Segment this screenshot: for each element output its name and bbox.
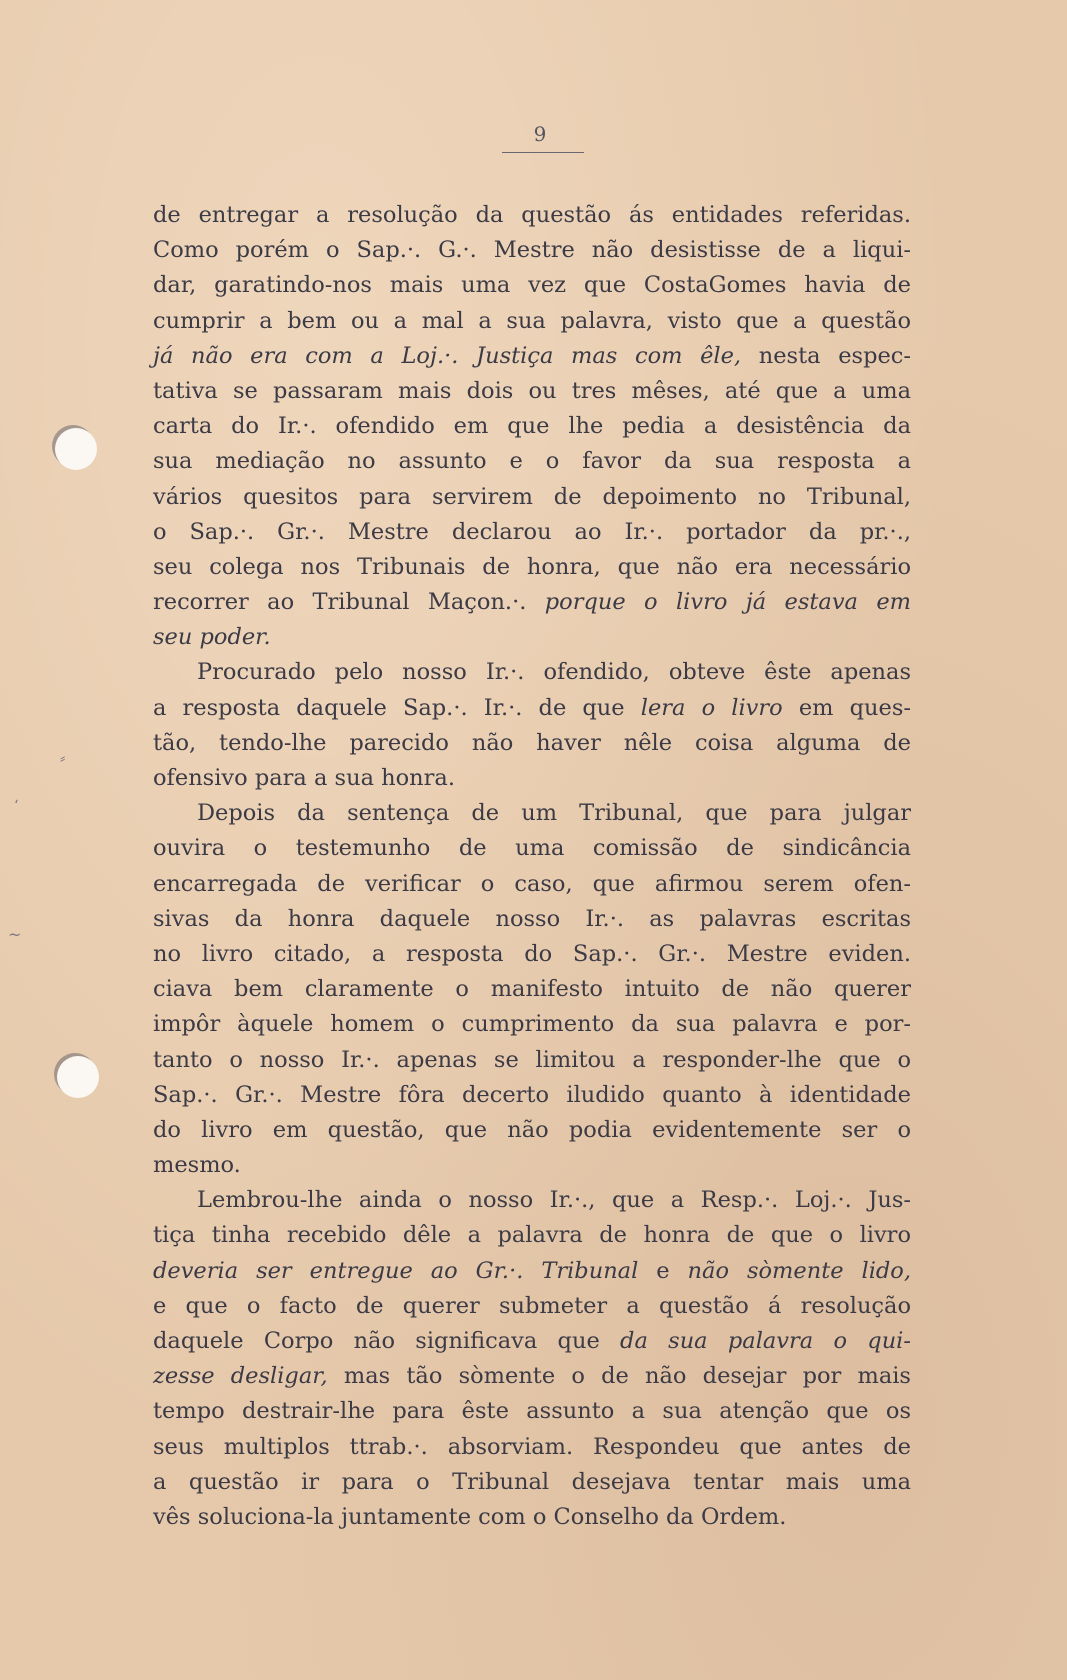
text-line (153, 1218, 911, 1253)
text-segment: Depois da sentença de um Tribunal, que para julgar (197, 800, 911, 827)
text-line (153, 480, 911, 515)
page-number: 9 (533, 122, 547, 146)
text-segment: Procurado pelo nosso Ir.·. ofendido, obteve êste apenas (197, 659, 911, 686)
text-segment: daquele Corpo não significava que (153, 1328, 621, 1354)
text-segment: nesta espec- (741, 342, 911, 369)
text-line (153, 1359, 911, 1394)
italic-text: não sòmente lido, (687, 1257, 912, 1284)
italic-text: já não era com a Loj.·. Justiça mas com êle, (153, 342, 742, 369)
text-segment: o Sap.·. Gr.·. Mestre declarou ao Ir.·. portador da pr.·., (153, 518, 911, 545)
text-line (153, 585, 911, 620)
text-segment: seu colega nos Tribunais de honra, que não era necessário (153, 553, 911, 580)
text-line (153, 1394, 911, 1429)
text-line (153, 198, 911, 233)
text-segment: tiça tinha recebido dêle a palavra de honra de que o livro (153, 1222, 911, 1249)
text-line (153, 550, 911, 585)
text-line (153, 937, 911, 972)
page-number-rule (502, 152, 584, 153)
text-segment: em ques- (782, 694, 911, 721)
text-segment: ouvira o testemunho de uma comissão de sindicância (153, 835, 911, 862)
text-segment: tempo destrair-lhe para êste assunto a sua atenção que os (153, 1398, 911, 1425)
text-line (153, 1324, 911, 1359)
text-line (153, 691, 911, 726)
text-segment: e (638, 1257, 688, 1284)
text-line (153, 444, 911, 479)
text-segment: a resposta daquele Sap.·. Ir.·. de que (153, 694, 641, 721)
text-line (153, 655, 911, 690)
text-segment: tanto o nosso Ir.·. apenas se limitou a responder-lhe que o (153, 1046, 911, 1073)
text-line (153, 1500, 911, 1535)
italic-text: deveria ser entregue ao Gr.·. Tribunal (153, 1257, 639, 1284)
text-segment: a questão ir para o Tribunal desejava tentar mais uma (153, 1468, 911, 1495)
text-segment: Como porém o Sap.·. G.·. Mestre não desistisse de a liqui- (153, 237, 911, 264)
text-line (153, 1078, 911, 1113)
text-line (153, 1430, 911, 1465)
text-segment: cumprir a bem ou a mal a sua palavra, visto que a questão (153, 307, 911, 334)
text-line (153, 409, 911, 444)
text-line (153, 1289, 911, 1324)
text-segment: mesmo. (153, 1152, 241, 1179)
text-line (153, 515, 911, 550)
text-line (153, 831, 911, 866)
text-segment: impôr àquele homem o cumprimento da sua palavra e por- (153, 1011, 911, 1038)
punch-hole-bottom (57, 1056, 99, 1098)
text-line (153, 1183, 911, 1218)
punch-hole-top (55, 428, 97, 470)
text-segment: Lembrou-lhe ainda o nosso Ir.·., que a Resp.·. Loj.·. Jus- (197, 1187, 911, 1214)
text-segment: de entregar a resolução da questão ás entidades referidas. (153, 202, 911, 228)
text-line (153, 1465, 911, 1500)
text-segment: Sap.·. Gr.·. Mestre fôra decerto iludido quanto à identidade (153, 1081, 911, 1108)
margin-mark: ⸗ (60, 748, 66, 767)
text-segment: recorrer ao Tribunal Maçon.·. (153, 589, 545, 616)
text-segment: dar, garatindo-nos mais uma vez que CostaGomes havia de (153, 272, 911, 299)
text-segment: tativa se passaram mais dois ou tres mêses, até que a uma (153, 377, 911, 404)
text-line (153, 1007, 911, 1042)
text-segment: e que o facto de querer submeter a questão á resolução (153, 1292, 911, 1319)
text-segment: tão, tendo-lhe parecido não haver nêle coisa alguma de (153, 729, 911, 756)
text-segment: mas tão sòmente o de não desejar por mais (327, 1363, 911, 1390)
text-segment: sivas da honra daquele nosso Ir.·. as palavras escritas (153, 905, 911, 932)
text-segment: do livro em questão, que não podia evidentemente ser o (153, 1116, 911, 1143)
text-segment: no livro citado, a resposta do Sap.·. Gr.·. Mestre eviden. (153, 940, 911, 967)
text-line (153, 1113, 911, 1148)
italic-text: zesse desligar, (153, 1363, 328, 1390)
text-line (153, 867, 911, 902)
text-segment: vês soluciona-la juntamente com o Conselho da Ordem. (153, 1503, 787, 1530)
margin-mark: ʻ (14, 798, 19, 814)
text-segment: ofensivo para a sua honra. (153, 765, 455, 791)
text-segment: ciava bem claramente o manifesto intuito de não querer (153, 976, 911, 1003)
text-line (153, 268, 911, 303)
text-line (153, 761, 911, 796)
text-line (153, 233, 911, 268)
text-segment: sua mediação no assunto e o favor da sua resposta a (153, 448, 911, 475)
text-line (153, 1148, 911, 1183)
margin-mark: ~ (8, 925, 22, 944)
text-line (153, 726, 911, 761)
text-line (153, 902, 911, 937)
text-line (153, 796, 911, 831)
text-line (153, 339, 911, 374)
italic-text: porque o livro já estava em (544, 589, 911, 616)
italic-text: da sua palavra o qui- (620, 1328, 911, 1354)
text-line (153, 620, 911, 655)
text-segment: carta do Ir.·. ofendido em que lhe pedia a desistência da (153, 413, 911, 440)
text-line (153, 374, 911, 409)
body-text (153, 198, 911, 1535)
italic-text: seu poder. (153, 624, 271, 651)
text-line (153, 1043, 911, 1078)
italic-text: lera o livro (640, 694, 783, 721)
text-line (153, 1254, 911, 1289)
text-segment: vários quesitos para servirem de depoimento no Tribunal, (153, 483, 911, 510)
text-line (153, 972, 911, 1007)
text-line (153, 304, 911, 339)
text-segment: seus multiplos ttrab.·. absorviam. Respondeu que antes de (153, 1433, 911, 1460)
text-segment: encarregada de verificar o caso, que afirmou serem ofen- (153, 870, 911, 897)
